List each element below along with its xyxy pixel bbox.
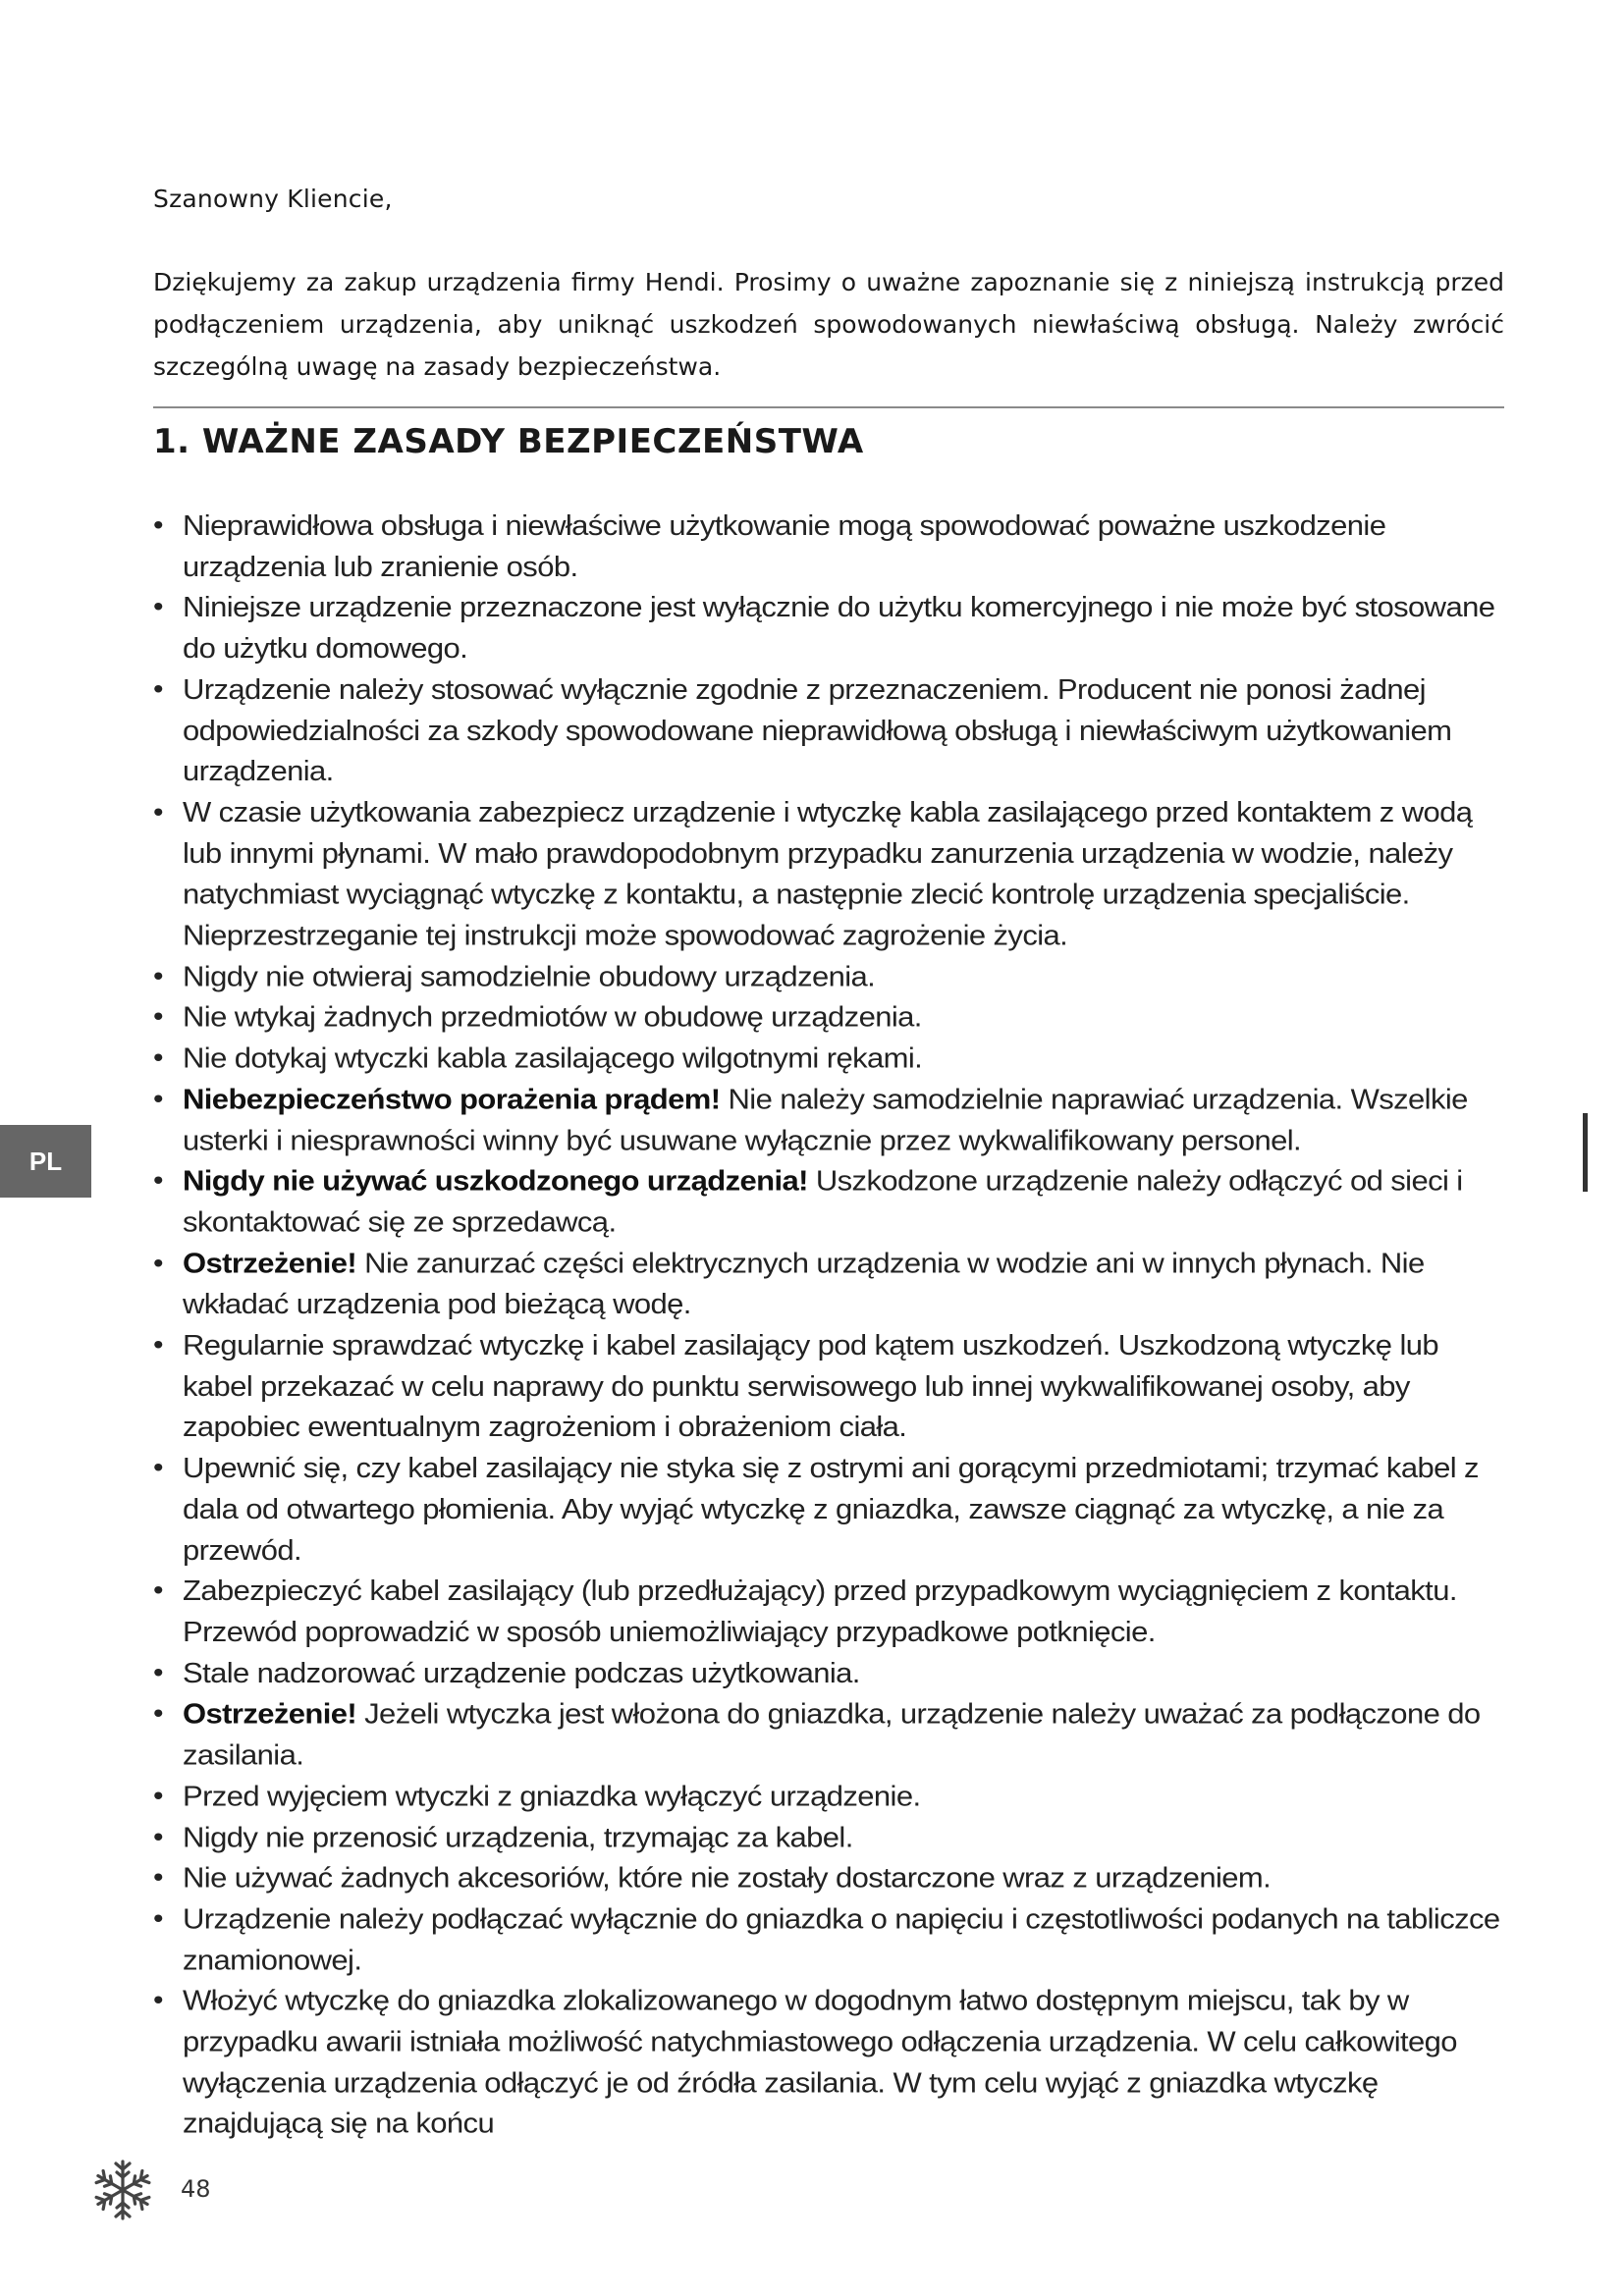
safety-rule-item [153, 1653, 1514, 1694]
safety-rule-item [153, 1899, 1514, 1982]
safety-rule-text: Przed wyjęciem wtyczki z gniazdka wyłączyć urządzenie. [183, 1779, 921, 1812]
safety-rule-item [153, 956, 1514, 997]
safety-rule-text: Urządzenie należy podłączać wyłącznie do gniazdka o napięciu i częstotliwości podanych na tabliczce znamionowej. [183, 1902, 1500, 1976]
safety-rule-text: Uszkodzone urządzenie należy odłączyć od sieci i skontaktować się ze sprzedawcą. [183, 1164, 1463, 1239]
safety-rule-text: Nigdy nie otwieraj samodzielnie obudowy urządzenia. [183, 959, 876, 992]
safety-rule-item [153, 1448, 1514, 1571]
safety-rule-text: W czasie użytkowania zabezpiecz urządzenie i wtyczkę kabla zasilającego przed kontaktem z wodą lub innymi płynami. W mało prawdopodobnym przypadku zanurzenia urządzenia w wodzie, należy natychmiast wyciągnąć wtyczkę z kontaktu, a następnie zlecić kontrolę urządzenia specjaliście. Nieprzestrzeganie tej instrukcji może spowodować zagrożenie życia. [183, 795, 1473, 951]
safety-rule-text: Nie wtykaj żadnych przedmiotów w obudowę urządzenia. [183, 1000, 922, 1034]
safety-rule-text: Upewnić się, czy kabel zasilający nie styka się z ostrymi ani gorącymi przedmiotami; trzymać kabel z dala od otwartego płomienia. Aby wyjąć wtyczkę z gniazdka, zawsze ciągnąć za wtyczkę, a nie za przewód. [183, 1451, 1479, 1567]
safety-rule-text: Nieprawidłowa obsługa i niewłaściwe użytkowanie mogą spowodować poważne uszkodzenie urządzenia lub zranienie osób. [183, 508, 1386, 583]
safety-rule-text: Nie zanurzać części elektrycznych urządzenia w wodzie ani w innych płynach. Nie wkładać urządzenia pod bieżącą wodę. [183, 1247, 1425, 1320]
safety-rule-item [153, 1572, 1514, 1654]
safety-rule-text: Włożyć wtyczkę do gniazdka zlokalizowanego w dogodnym łatwo dostępnym miejscu, tak by w przypadku awarii istniała możliwość natychmiastowego odłączenia urządzenia. W celu całkowitego wyłączenia urządzenia odłączyć je od źródła zasilania. W tym celu wyjąć z gniazdka wtyczkę znajdującą się na końcu [183, 1984, 1457, 2140]
safety-rule-item [153, 1981, 1514, 2145]
safety-rule-item [153, 1817, 1514, 1858]
section-divider [153, 406, 1504, 408]
page-side-marker [1583, 1113, 1588, 1192]
safety-rule-text: Urządzenie należy stosować wyłącznie zgodnie z przeznaczeniem. Producent nie ponosi żadnej odpowiedzialności za szkody spowodowane nieprawidłową obsługą i niewłaściwym użytkowaniem urządzenia. [183, 672, 1452, 787]
safety-rule-item [153, 997, 1514, 1039]
language-tab: PL [0, 1125, 91, 1198]
safety-rule-item [153, 1244, 1514, 1326]
safety-rule-text: Nigdy nie przenosić urządzenia, trzymając za kabel. [183, 1820, 853, 1853]
safety-rule-text: Zabezpieczyć kabel zasilający (lub przedłużający) przed przypadkowym wyciągnięciem z kontaktu. Przewód poprowadzić w sposób uniemożliwiający przypadkowe potknięcie. [183, 1575, 1457, 1648]
safety-rule-item [153, 506, 1514, 588]
safety-rule-item [153, 669, 1514, 792]
safety-rule-item [153, 588, 1514, 670]
safety-rule-item [153, 792, 1514, 956]
safety-rule-text: Nie należy samodzielnie naprawiać urządzenia. Wszelkie usterki i niesprawności winny być usuwane wyłącznie przez wykwalifikowany personel. [183, 1083, 1468, 1156]
snowflake-icon [90, 2158, 155, 2222]
safety-rule-item [153, 1776, 1514, 1817]
safety-rule-text: Nie używać żadnych akcesoriów, które nie zostały dostarczone wraz z urządzeniem. [183, 1861, 1272, 1895]
safety-rule-emphasis: Ostrzeżenie! [183, 1247, 357, 1279]
page-number: 48 [181, 2175, 211, 2203]
section-title: 1. WAŻNE ZASADY BEZPIECZEŃSTWA [153, 422, 864, 461]
safety-rule-emphasis: Nigdy nie używać uszkodzonego urządzenia! [183, 1164, 808, 1198]
safety-rule-item [153, 1080, 1514, 1162]
safety-rule-text: Jeżeli wtyczka jest włożona do gniazdka, urządzenie należy uważać za podłączone do zasilania. [183, 1697, 1481, 1771]
safety-rule-emphasis: Ostrzeżenie! [183, 1697, 357, 1731]
safety-rule-text: Stale nadzorować urządzenie podczas użytkowania. [183, 1656, 860, 1689]
safety-rule-text: Nie dotykaj wtyczki kabla zasilającego wilgotnymi rękami. [183, 1041, 923, 1075]
safety-rule-item [153, 1858, 1514, 1899]
safety-rules-list [153, 506, 1514, 2145]
safety-rule-item [153, 1694, 1514, 1777]
safety-rule-item [153, 1039, 1514, 1080]
greeting: Szanowny Kliencie, [153, 185, 393, 213]
safety-rule-item [153, 1161, 1514, 1244]
intro-paragraph: Dziękujemy za zakup urządzenia firmy Hendi. Prosimy o uważne zapoznanie się z niniejszą instrukcją przed podłączeniem urządzenia, aby uniknąć uszkodzeń spowodowanych niewłaściwą obsługą. Należy zwrócić szczególną uwagę na zasady bezpieczeństwa. [153, 268, 1504, 381]
safety-rule-text: Regularnie sprawdzać wtyczkę i kabel zasilający pod kątem uszkodzeń. Uszkodzoną wtyczkę lub kabel przekazać w celu naprawy do punktu serwisowego lub innej wykwalifikowanej osoby, aby zapobiec ewentualnym zagrożeniom i obrażeniom ciała. [183, 1328, 1439, 1443]
safety-rule-emphasis: Niebezpieczeństwo porażenia prądem! [183, 1083, 721, 1115]
safety-rule-item [153, 1325, 1514, 1448]
safety-rule-text: Niniejsze urządzenie przeznaczone jest wyłącznie do użytku komercyjnego i nie może być stosowane do użytku domowego. [183, 591, 1495, 665]
